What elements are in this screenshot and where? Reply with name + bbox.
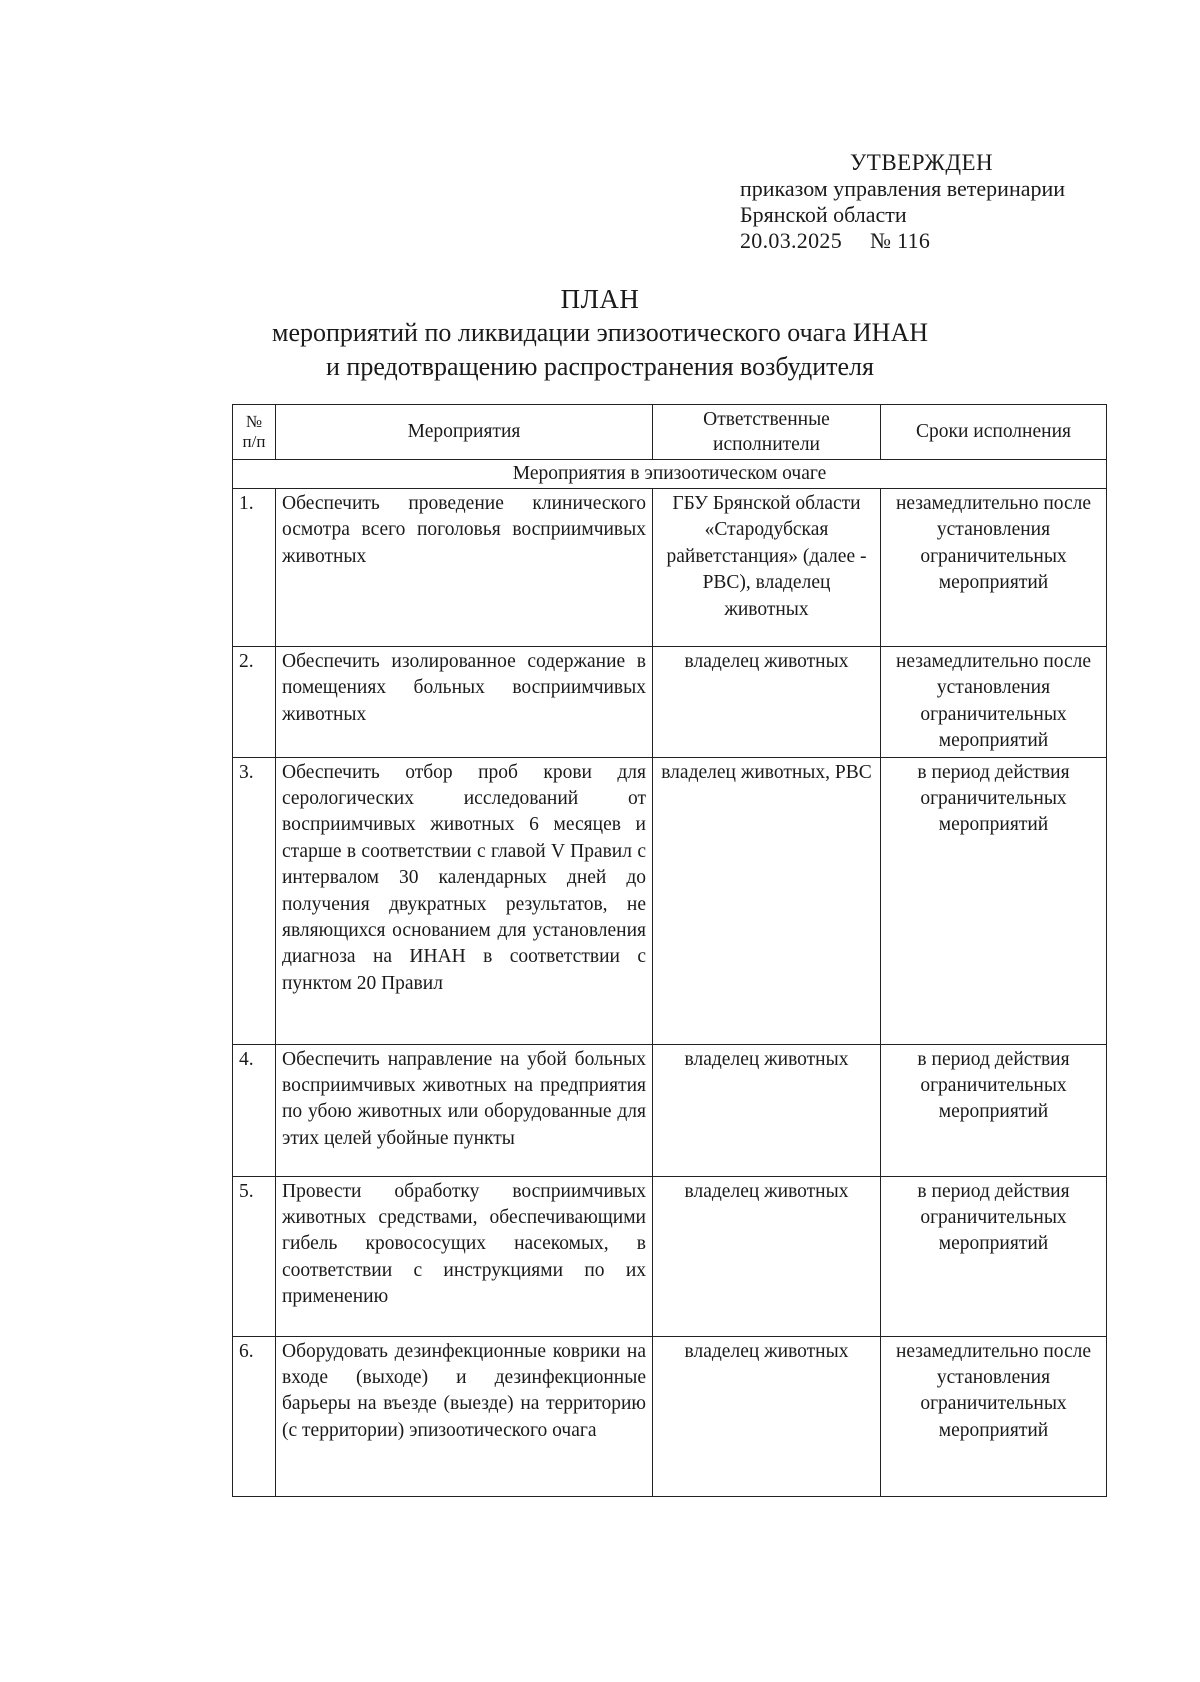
row-responsible: владелец животных	[653, 1336, 881, 1496]
row-action: Обеспечить проведение клинического осмотра всего поголовья восприимчивых животных	[276, 489, 653, 647]
plan-table	[232, 404, 1107, 1497]
row-responsible: владелец животных	[653, 647, 881, 758]
approval-number: № 116	[870, 228, 931, 253]
header-num: № п/п	[233, 405, 276, 460]
row-action: Провести обработку восприимчивых животных средствами, обеспечивающими гибель кровососущих насекомых, в соответствии с инструкциями по их применению	[276, 1176, 653, 1336]
table-row	[233, 757, 1107, 1044]
approval-region-line: Брянской области	[740, 202, 907, 227]
title-subject: мероприятий по ликвидации эпизоотического очага ИНАН	[271, 318, 929, 347]
row-term: незамедлительно после установления ограничительных мероприятий	[881, 489, 1107, 647]
section-row	[233, 460, 1107, 489]
approval-order-line: приказом управления ветеринарии	[740, 176, 1066, 201]
row-num: 1.	[233, 489, 276, 647]
row-num: 5.	[233, 1176, 276, 1336]
row-term: в период действия ограничительных мероприятий	[881, 757, 1107, 1044]
row-term: в период действия ограничительных мероприятий	[881, 1176, 1107, 1336]
approval-date-line	[740, 228, 1140, 254]
header-responsible: Ответственные исполнители	[653, 405, 881, 460]
row-action: Оборудовать дезинфекционные коврики на входе (выходе) и дезинфекционные барьеры на въезде (выезде) на территорию (с территории) эпизоотического очага	[276, 1336, 653, 1496]
title-purpose: и предотвращению распространения возбудителя	[326, 352, 874, 381]
table-row	[233, 1176, 1107, 1336]
table-row	[233, 647, 1107, 758]
header-term: Сроки исполнения	[881, 405, 1107, 460]
row-num: 6.	[233, 1336, 276, 1496]
row-action: Обеспечить отбор проб крови для серологических исследований от восприимчивых животных 6 месяцев и старше в соответствии с главой V Правил с интервалом 30 календарных дней до получения двукратных результатов, не являющихся основанием для установления диагноза на ИНАН в соответствии с пунктом 20 Правил	[276, 757, 653, 1044]
section-title: Мероприятия в эпизоотическом очаге	[233, 460, 1107, 489]
title-plan: ПЛАН	[560, 284, 640, 314]
document-title	[0, 282, 1200, 384]
row-num: 4.	[233, 1044, 276, 1176]
header-action: Мероприятия	[276, 405, 653, 460]
row-responsible: владелец животных	[653, 1044, 881, 1176]
row-term: в период действия ограничительных мероприятий	[881, 1044, 1107, 1176]
table-row	[233, 1336, 1107, 1496]
row-responsible: владелец животных, РВС	[653, 757, 881, 1044]
row-num: 2.	[233, 647, 276, 758]
row-action: Обеспечить изолированное содержание в помещениях больных восприимчивых животных	[276, 647, 653, 758]
row-responsible: ГБУ Брянской области «Стародубская райветстанция» (далее - РВС), владелец животных	[653, 489, 881, 647]
row-term: незамедлительно после установления ограничительных мероприятий	[881, 647, 1107, 758]
approval-date: 20.03.2025	[740, 228, 842, 253]
row-responsible: владелец животных	[653, 1176, 881, 1336]
row-num: 3.	[233, 757, 276, 1044]
table-row	[233, 1044, 1107, 1176]
table-header-row	[233, 405, 1107, 460]
row-action: Обеспечить направление на убой больных восприимчивых животных на предприятия по убою животных или оборудованные для этих целей убойные пункты	[276, 1044, 653, 1176]
approval-block	[740, 150, 1140, 254]
approval-stamp: УТВЕРЖДЕН	[850, 150, 994, 175]
table-row	[233, 489, 1107, 647]
row-term: незамедлительно после установления ограничительных мероприятий	[881, 1336, 1107, 1496]
